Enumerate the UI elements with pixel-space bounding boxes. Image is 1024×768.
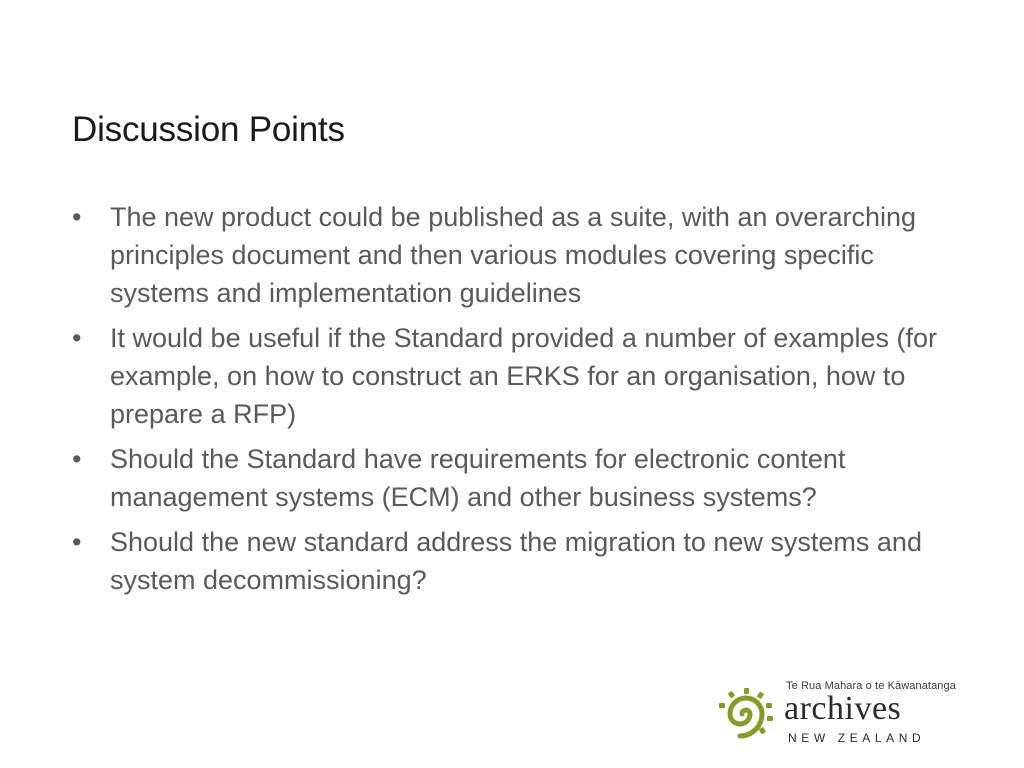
archives-nz-logo: [714, 678, 954, 748]
bullet-text: Should the new standard address the migration to new systems and system decommissioning?: [110, 527, 922, 595]
bullet-marker: •: [72, 202, 82, 232]
bullet-marker: •: [72, 444, 82, 474]
spiral-gear-icon: [714, 686, 778, 742]
bullet-text: Should the Standard have requirements for electronic content management systems (ECM) and other business systems?: [110, 444, 846, 512]
bullet-item: [72, 198, 972, 312]
bullet-text: The new product could be published as a suite, with an overarching principles document and then various modules covering specific systems and implementation guidelines: [110, 202, 916, 308]
bullet-item: [72, 319, 972, 433]
slide-title: Discussion Points: [72, 110, 345, 149]
bullet-text: It would be useful if the Standard provided a number of examples (for example, on how to construct an ERKS for an organisation, how to prepare a RFP): [110, 323, 937, 429]
logo-tagline: Te Rua Mahara o te Kāwanatanga: [786, 680, 956, 692]
bullet-marker: •: [72, 527, 82, 557]
bullet-marker: •: [72, 323, 82, 353]
bullet-list: [72, 198, 972, 606]
bullet-item: [72, 523, 972, 599]
bullet-item: [72, 440, 972, 516]
logo-subtitle: NEW ZEALAND: [788, 731, 926, 745]
logo-wordmark: archives: [784, 690, 902, 727]
